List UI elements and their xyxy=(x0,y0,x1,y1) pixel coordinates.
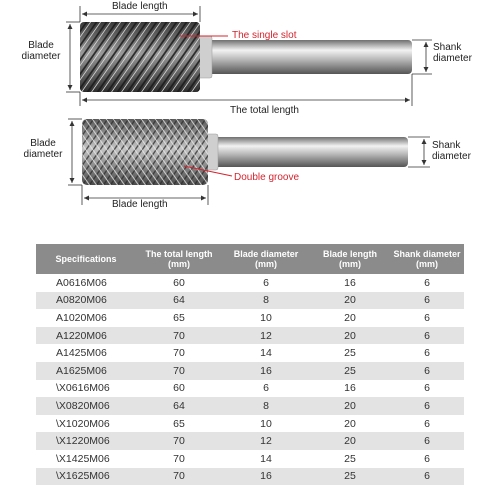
value-cell: 25 xyxy=(310,344,390,362)
value-cell: 16 xyxy=(310,274,390,292)
blade-length-label-2: Blade length xyxy=(112,199,168,210)
blade-diameter-label xyxy=(18,40,64,62)
value-cell: 10 xyxy=(222,415,310,433)
column-header-line1: Shank diameter xyxy=(393,249,461,259)
blade-length-label: Blade length xyxy=(112,1,168,12)
value-cell: 14 xyxy=(222,344,310,362)
table-row xyxy=(36,468,464,486)
column-header-line2: (mm) xyxy=(168,259,190,269)
value-cell: 10 xyxy=(222,309,310,327)
value-cell: 64 xyxy=(136,292,222,310)
table-row xyxy=(36,432,464,450)
value-cell: 20 xyxy=(310,415,390,433)
specifications-table-wrap xyxy=(36,244,464,485)
spec-cell: \X1220M06 xyxy=(36,432,136,450)
value-cell: 16 xyxy=(222,468,310,486)
value-cell: 6 xyxy=(390,362,464,380)
table-row xyxy=(36,450,464,468)
value-cell: 65 xyxy=(136,309,222,327)
value-cell: 6 xyxy=(390,468,464,486)
table-row xyxy=(36,344,464,362)
shank xyxy=(200,40,412,74)
value-cell: 16 xyxy=(222,362,310,380)
shank-diameter-label-2-line1: Shank xyxy=(432,140,461,151)
value-cell: 8 xyxy=(222,397,310,415)
double-groove-label: Double groove xyxy=(234,172,300,183)
spec-cell: A0820M06 xyxy=(36,292,136,310)
value-cell: 6 xyxy=(390,344,464,362)
value-cell: 6 xyxy=(390,432,464,450)
single-slot-burr xyxy=(66,6,432,106)
value-cell: 6 xyxy=(222,274,310,292)
value-cell: 70 xyxy=(136,468,222,486)
value-cell: 25 xyxy=(310,362,390,380)
value-cell: 20 xyxy=(310,327,390,345)
column-header xyxy=(390,244,464,274)
column-header-line2: (mm) xyxy=(339,259,361,269)
table-row xyxy=(36,380,464,398)
column-header xyxy=(222,244,310,274)
blade-diameter-label-line2: diameter xyxy=(21,51,61,62)
shank-diameter-label-line2: diameter xyxy=(433,53,472,64)
value-cell: 25 xyxy=(310,450,390,468)
value-cell: 20 xyxy=(310,397,390,415)
value-cell: 60 xyxy=(136,274,222,292)
value-cell: 6 xyxy=(390,292,464,310)
table-body xyxy=(36,274,464,485)
shank-diameter-label-2-line2: diameter xyxy=(432,151,471,162)
specifications-table xyxy=(36,244,464,485)
table-row xyxy=(36,309,464,327)
value-cell: 6 xyxy=(222,380,310,398)
value-cell: 20 xyxy=(310,292,390,310)
value-cell: 60 xyxy=(136,380,222,398)
table-row xyxy=(36,292,464,310)
spec-cell: A1425M06 xyxy=(36,344,136,362)
double-groove-burr xyxy=(68,119,430,205)
value-cell: 20 xyxy=(310,309,390,327)
column-header-line1: The total length xyxy=(145,249,213,259)
column-header-line1: Blade length xyxy=(322,249,377,259)
value-cell: 6 xyxy=(390,397,464,415)
value-cell: 6 xyxy=(390,309,464,327)
value-cell: 6 xyxy=(390,415,464,433)
spec-cell: A1220M06 xyxy=(36,327,136,345)
value-cell: 6 xyxy=(390,327,464,345)
spec-cell: \X1020M06 xyxy=(36,415,136,433)
single-slot-label: The single slot xyxy=(232,30,297,41)
blade-diameter-label-line1: Blade xyxy=(28,40,54,51)
shank xyxy=(210,137,408,167)
table-row xyxy=(36,274,464,292)
column-header xyxy=(310,244,390,274)
table-row xyxy=(36,327,464,345)
blade-diameter-label-2-line1: Blade xyxy=(30,138,56,149)
spec-cell: A0616M06 xyxy=(36,274,136,292)
value-cell: 70 xyxy=(136,344,222,362)
value-cell: 8 xyxy=(222,292,310,310)
shank-neck xyxy=(198,36,212,78)
blade-diameter-label-2-line2: diameter xyxy=(23,149,63,160)
spec-cell: \X1625M06 xyxy=(36,468,136,486)
value-cell: 70 xyxy=(136,450,222,468)
table-row xyxy=(36,397,464,415)
value-cell: 6 xyxy=(390,274,464,292)
value-cell: 70 xyxy=(136,432,222,450)
table-row xyxy=(36,415,464,433)
spec-cell: A1020M06 xyxy=(36,309,136,327)
value-cell: 20 xyxy=(310,432,390,450)
column-header-line2: (mm) xyxy=(416,259,438,269)
column-header-line1: Specifications xyxy=(55,254,117,264)
spec-cell: \X1425M06 xyxy=(36,450,136,468)
total-length-label: The total length xyxy=(230,105,299,116)
column-header-line2: (mm) xyxy=(255,259,277,269)
spec-cell: \X0820M06 xyxy=(36,397,136,415)
value-cell: 16 xyxy=(310,380,390,398)
shank-diameter-label-line1: Shank xyxy=(433,42,462,53)
column-header xyxy=(36,244,136,274)
spec-cell: A1625M06 xyxy=(36,362,136,380)
column-header-line1: Blade diameter xyxy=(233,249,299,259)
table-header-row xyxy=(36,244,464,274)
column-header xyxy=(136,244,222,274)
value-cell: 6 xyxy=(390,380,464,398)
tool-diagram xyxy=(0,0,500,230)
spec-cell: \X0616M06 xyxy=(36,380,136,398)
shank-diameter-label-2 xyxy=(432,140,471,162)
value-cell: 25 xyxy=(310,468,390,486)
value-cell: 64 xyxy=(136,397,222,415)
value-cell: 70 xyxy=(136,327,222,345)
shank-diameter-label xyxy=(433,42,472,64)
value-cell: 65 xyxy=(136,415,222,433)
value-cell: 12 xyxy=(222,432,310,450)
value-cell: 70 xyxy=(136,362,222,380)
blade-diameter-label-2 xyxy=(20,138,66,160)
value-cell: 12 xyxy=(222,327,310,345)
table-row xyxy=(36,362,464,380)
value-cell: 14 xyxy=(222,450,310,468)
value-cell: 6 xyxy=(390,450,464,468)
